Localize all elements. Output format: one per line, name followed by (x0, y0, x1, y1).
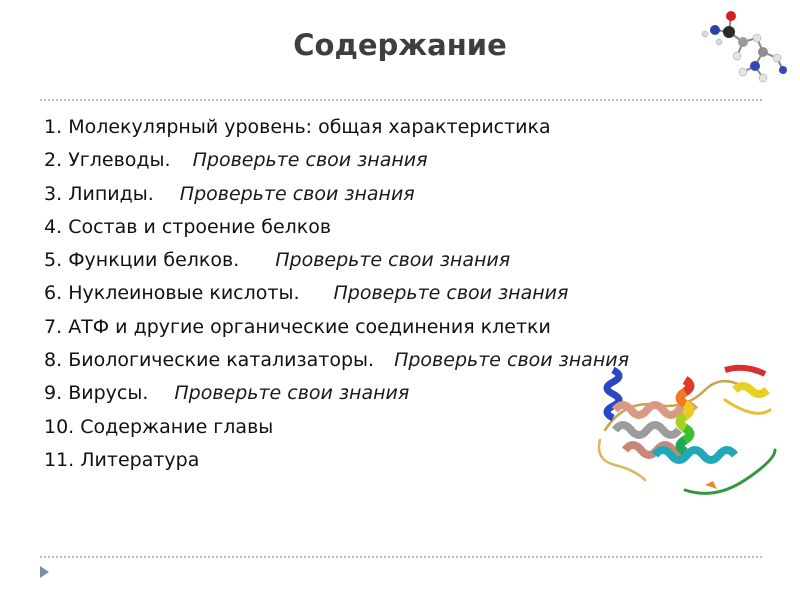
slide-title: Содержание (293, 28, 507, 62)
toc-item-number: 9. (44, 382, 63, 405)
toc-item[interactable] (44, 178, 629, 211)
toc-item[interactable] (44, 377, 629, 410)
toc-item-number: 3. (44, 182, 63, 205)
toc-item[interactable] (44, 344, 629, 377)
toc-item[interactable] (44, 244, 629, 277)
check-knowledge-link[interactable]: Проверьте свои знания (394, 349, 630, 372)
toc-item[interactable] (44, 444, 629, 477)
check-knowledge-link[interactable]: Проверьте свои знания (192, 149, 428, 172)
toc-item-number: 6. (44, 282, 63, 305)
toc-item-label[interactable]: АТФ и другие органические соединения клетки (68, 315, 551, 338)
toc-item-number: 8. (44, 349, 63, 372)
toc-item-label[interactable]: Молекулярный уровень: общая характеристика (68, 116, 551, 138)
toc-item-number: 5. (44, 249, 63, 272)
toc-item-number: 10. (44, 415, 75, 438)
toc-item-number: 4. (44, 215, 63, 238)
check-knowledge-link[interactable]: Проверьте свои знания (333, 282, 569, 305)
toc-item[interactable] (44, 311, 629, 344)
toc-item-label[interactable]: Состав и строение белков (68, 215, 332, 238)
toc-item-number: 7. (44, 315, 63, 338)
toc-item-label[interactable]: Содержание главы (80, 415, 274, 438)
toc-item[interactable] (44, 277, 629, 310)
toc-item-number: 11. (44, 448, 75, 471)
check-knowledge-link[interactable]: Проверьте свои знания (275, 249, 511, 272)
toc-item-label[interactable]: Нуклеиновые кислоты. (68, 282, 300, 305)
toc-item-label[interactable]: Литература (80, 448, 200, 471)
toc-item-number: 2. (44, 149, 63, 172)
table-of-contents (44, 111, 629, 477)
check-knowledge-link[interactable]: Проверьте свои знания (179, 182, 415, 205)
molecule-model-icon (693, 8, 789, 90)
toc-item-label[interactable]: Биологические катализаторы. (68, 349, 375, 372)
toc-item-label[interactable]: Углеводы. (68, 149, 171, 172)
toc-item[interactable] (44, 144, 629, 177)
toc-item-number: 1. (44, 116, 63, 138)
toc-item[interactable] (44, 411, 629, 444)
toc-item[interactable] (44, 111, 629, 144)
bottom-divider (40, 556, 762, 558)
toc-item-label[interactable]: Липиды. (68, 182, 154, 205)
check-knowledge-link[interactable]: Проверьте свои знания (174, 382, 410, 405)
toc-item-label[interactable]: Вирусы. (68, 382, 149, 405)
toc-item[interactable] (44, 211, 629, 244)
top-divider (40, 99, 762, 101)
toc-item-label[interactable]: Функции белков. (68, 249, 240, 272)
next-slide-arrow-icon[interactable] (40, 566, 49, 578)
